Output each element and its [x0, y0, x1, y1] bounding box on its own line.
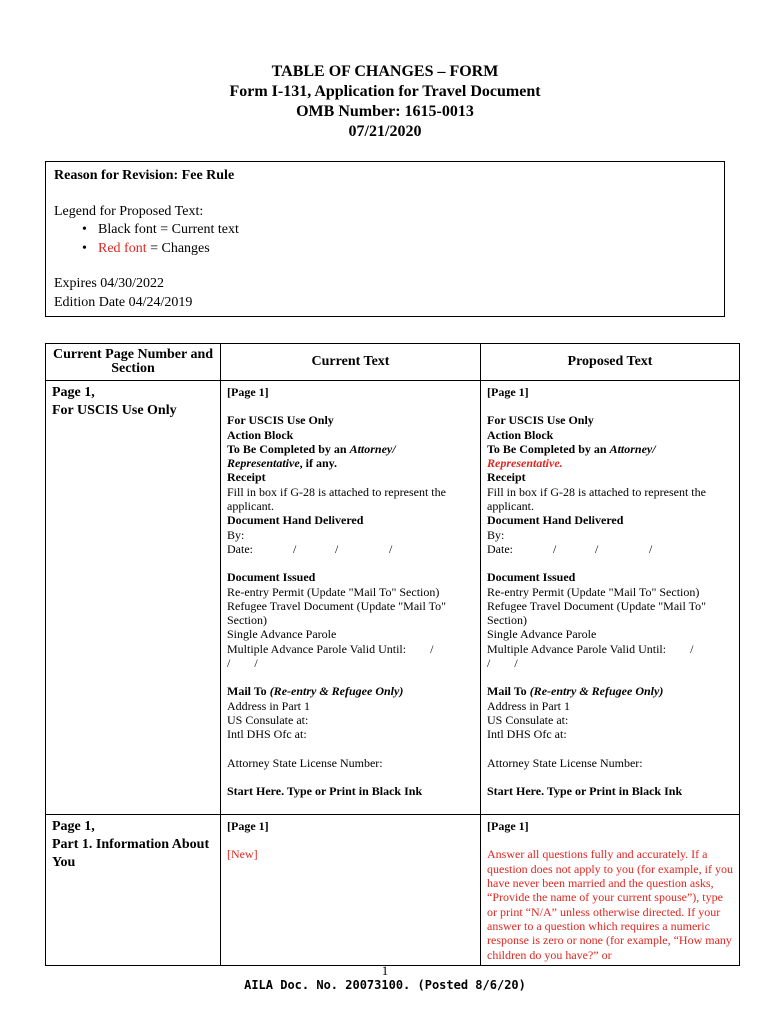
page-number: 1: [381, 963, 389, 978]
legend-list: [54, 221, 716, 258]
new-marker: [New]: [227, 847, 258, 862]
document-header: [0, 62, 770, 142]
table-row: [46, 815, 740, 966]
legend-red-item: [98, 240, 716, 259]
header-line-1: TABLE OF CHANGES – FORM: [271, 63, 499, 80]
col-header-section: Current Page Number and Section: [46, 344, 221, 381]
revision-info-box: [45, 161, 725, 317]
legend-black-item: • Black font = Current text: [98, 221, 716, 240]
proposed-change-text: Answer all questions fully and accurately. If a question does not apply to you (for example, if you have never been married and the question asks, “Provide the name of your current spouse”), type or print “N/A” unless otherwise directed. If your answer to a question which requires a numeric response is zero or none (for example, “How many children do you have?” or: [487, 847, 733, 962]
footer-doc-number: AILA Doc. No. 20073100. (Posted 8/6/20): [244, 978, 526, 992]
current-text-cell: [Page 1] For USCIS Use Only Action Block To Be Completed by an Attorney/ Representative, if any. Receipt Fill in box if G-28 is attached to represent the applicant. Document Hand Delivered By: Date: / / / Document Issued Re-entry Permit (Update "Mail To" Section) Refugee Travel Document (Update "Mail To" Section) Single Advance Parole Multiple Advance Parole Valid Until: / / / Mail To (Re-entry & Refugee Only) Address in Part 1 US Consulate at: Intl DHS Ofc at: Attorney State License Number: Start Here. Type or Print in Black Ink: [221, 381, 481, 815]
legend-title: Legend for Proposed Text:: [54, 203, 204, 219]
col-header-current: Current Text: [221, 344, 481, 381]
reason-title: Reason for Revision: Fee Rule: [54, 168, 235, 183]
date-row: Date: / / /: [487, 541, 653, 556]
changes-table: [45, 343, 740, 966]
table-header-row: [46, 344, 740, 381]
legend: [54, 203, 716, 259]
date-row: Date: / / /: [227, 541, 393, 556]
edition-date: Edition Date 04/24/2019: [54, 294, 193, 310]
current-text-cell: [Page 1] [New]: [221, 815, 481, 966]
section-cell: Page 1, For USCIS Use Only: [46, 381, 221, 815]
table-row: [46, 381, 740, 815]
legend-red-label: Red font: [98, 240, 147, 256]
header-line-3: OMB Number: 1615-0013: [296, 103, 474, 120]
legend-red-meaning: = Changes: [146, 240, 210, 256]
proposed-text-cell: [Page 1] Answer all questions fully and accurately. If a question does not apply to you (for example, if you have never been married and the question asks, “Provide the name of your current spouse”), type or print “N/A” unless otherwise directed. If your answer to a question which requires a numeric response is zero or none (for example, “How many children do you have?” or: [481, 815, 740, 966]
col-header-proposed: Proposed Text: [481, 344, 740, 381]
proposed-text-cell: [Page 1] For USCIS Use Only Action Block To Be Completed by an Attorney/ Representative. Receipt Fill in box if G-28 is attached to represent the applicant. Document Hand Delivered By: Date: / / / Document Issued Re-entry Permit (Update "Mail To" Section) Refugee Travel Document (Update "Mail To" Section) Single Advance Parole Multiple Advance Parole Valid Until: / / / Mail To (Re-entry & Refugee Only) Address in Part 1 US Consulate at: Intl DHS Ofc at: Attorney State License Number: Start Here. Type or Print in Black Ink: [481, 381, 740, 815]
expires-date: Expires 04/30/2022: [54, 276, 165, 291]
proposed-change-text: Representative.: [487, 456, 563, 471]
header-line-2: Form I-131, Application for Travel Document: [229, 83, 541, 100]
section-cell: Page 1, Part 1. Information About You: [46, 815, 221, 966]
header-line-4: 07/21/2020: [348, 123, 422, 140]
